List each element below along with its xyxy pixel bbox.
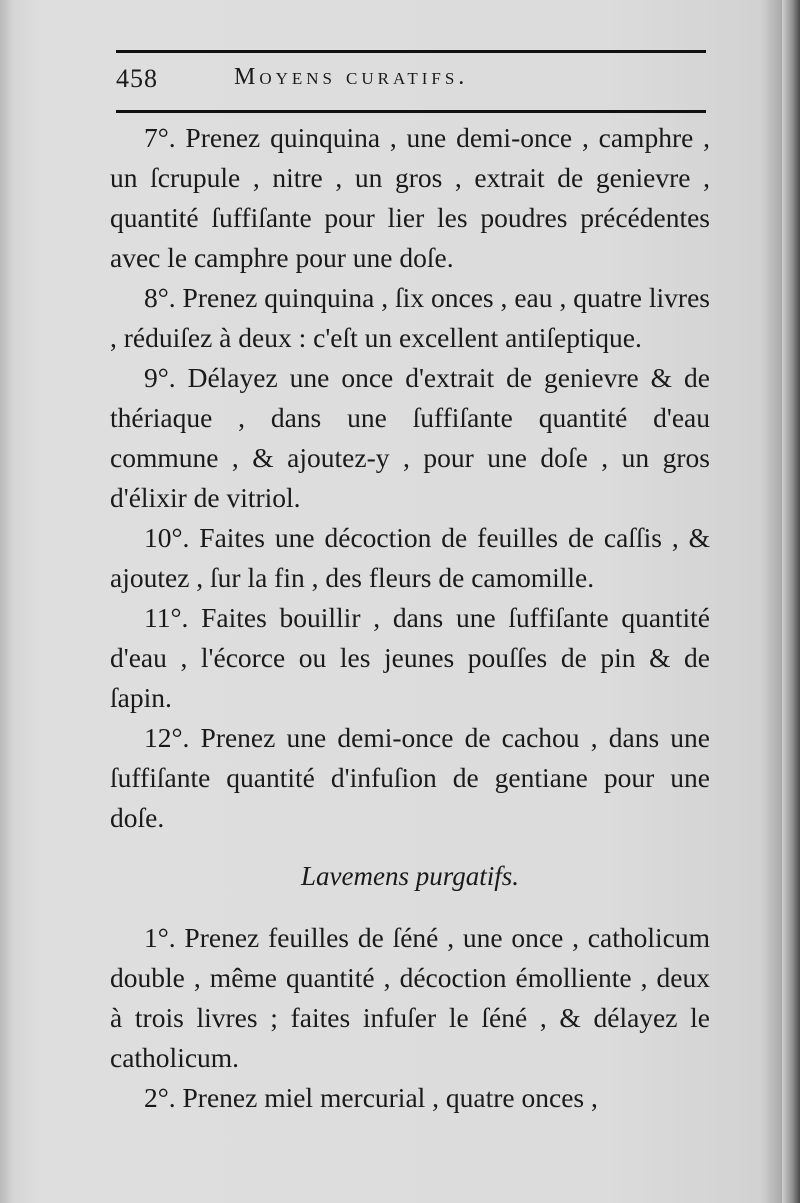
running-head: Moyens curatifs. — [234, 64, 469, 90]
header-rule-bottom — [116, 110, 706, 113]
recipe-paragraph-8: 8°. Prenez quinquina , ſix onces , eau , quatre livres , réduiſez à deux : c'eſt un excellent antiſeptique. — [110, 282, 710, 353]
recipe-paragraph-10: 10°. Faites une décoction de feuilles de caſſis , & ajoutez , ſur la fin , des fleurs de camomille. — [110, 522, 710, 593]
lavement-paragraph-1: 1°. Prenez feuilles de ſéné , une once , catholicum double , même quantité , décoction émolliente , deux à trois livres ; faites infuſer le ſéné , & délayez le catholicum. — [110, 922, 710, 1073]
body-text — [110, 118, 710, 1118]
page-number: 458 — [116, 64, 158, 93]
page-edge — [782, 0, 800, 1203]
lavement-paragraph-2: 2°. Prenez miel mercurial , quatre onces , — [144, 1082, 598, 1113]
recipe-paragraph-11: 11°. Faites bouillir , dans une ſuffiſante quantité d'eau , l'écorce ou les jeunes pouſſes de pin & de ſapin. — [110, 602, 710, 713]
header-rule-top — [116, 50, 706, 53]
section-title: Lavemens purgatifs. — [301, 861, 519, 891]
recipe-paragraph-9: 9°. Délayez une once d'extrait de genievre & de thériaque , dans une ſuffiſante quantité d'eau commune , & ajoutez-y , pour une doſe , un gros d'élixir de vitriol. — [110, 362, 710, 513]
page-header — [116, 58, 706, 98]
recipe-paragraph-12: 12°. Prenez une demi-once de cachou , dans une ſuffiſante quantité d'infuſion de gentiane pour une doſe. — [110, 722, 710, 833]
recipe-paragraph-7: 7°. Prenez quinquina , une demi-once , camphre , un ſcrupule , nitre , un gros , extrait de genievre , quantité ſuffiſante pour lier les poudres précédentes avec le camphre pour une doſe. — [110, 122, 710, 273]
